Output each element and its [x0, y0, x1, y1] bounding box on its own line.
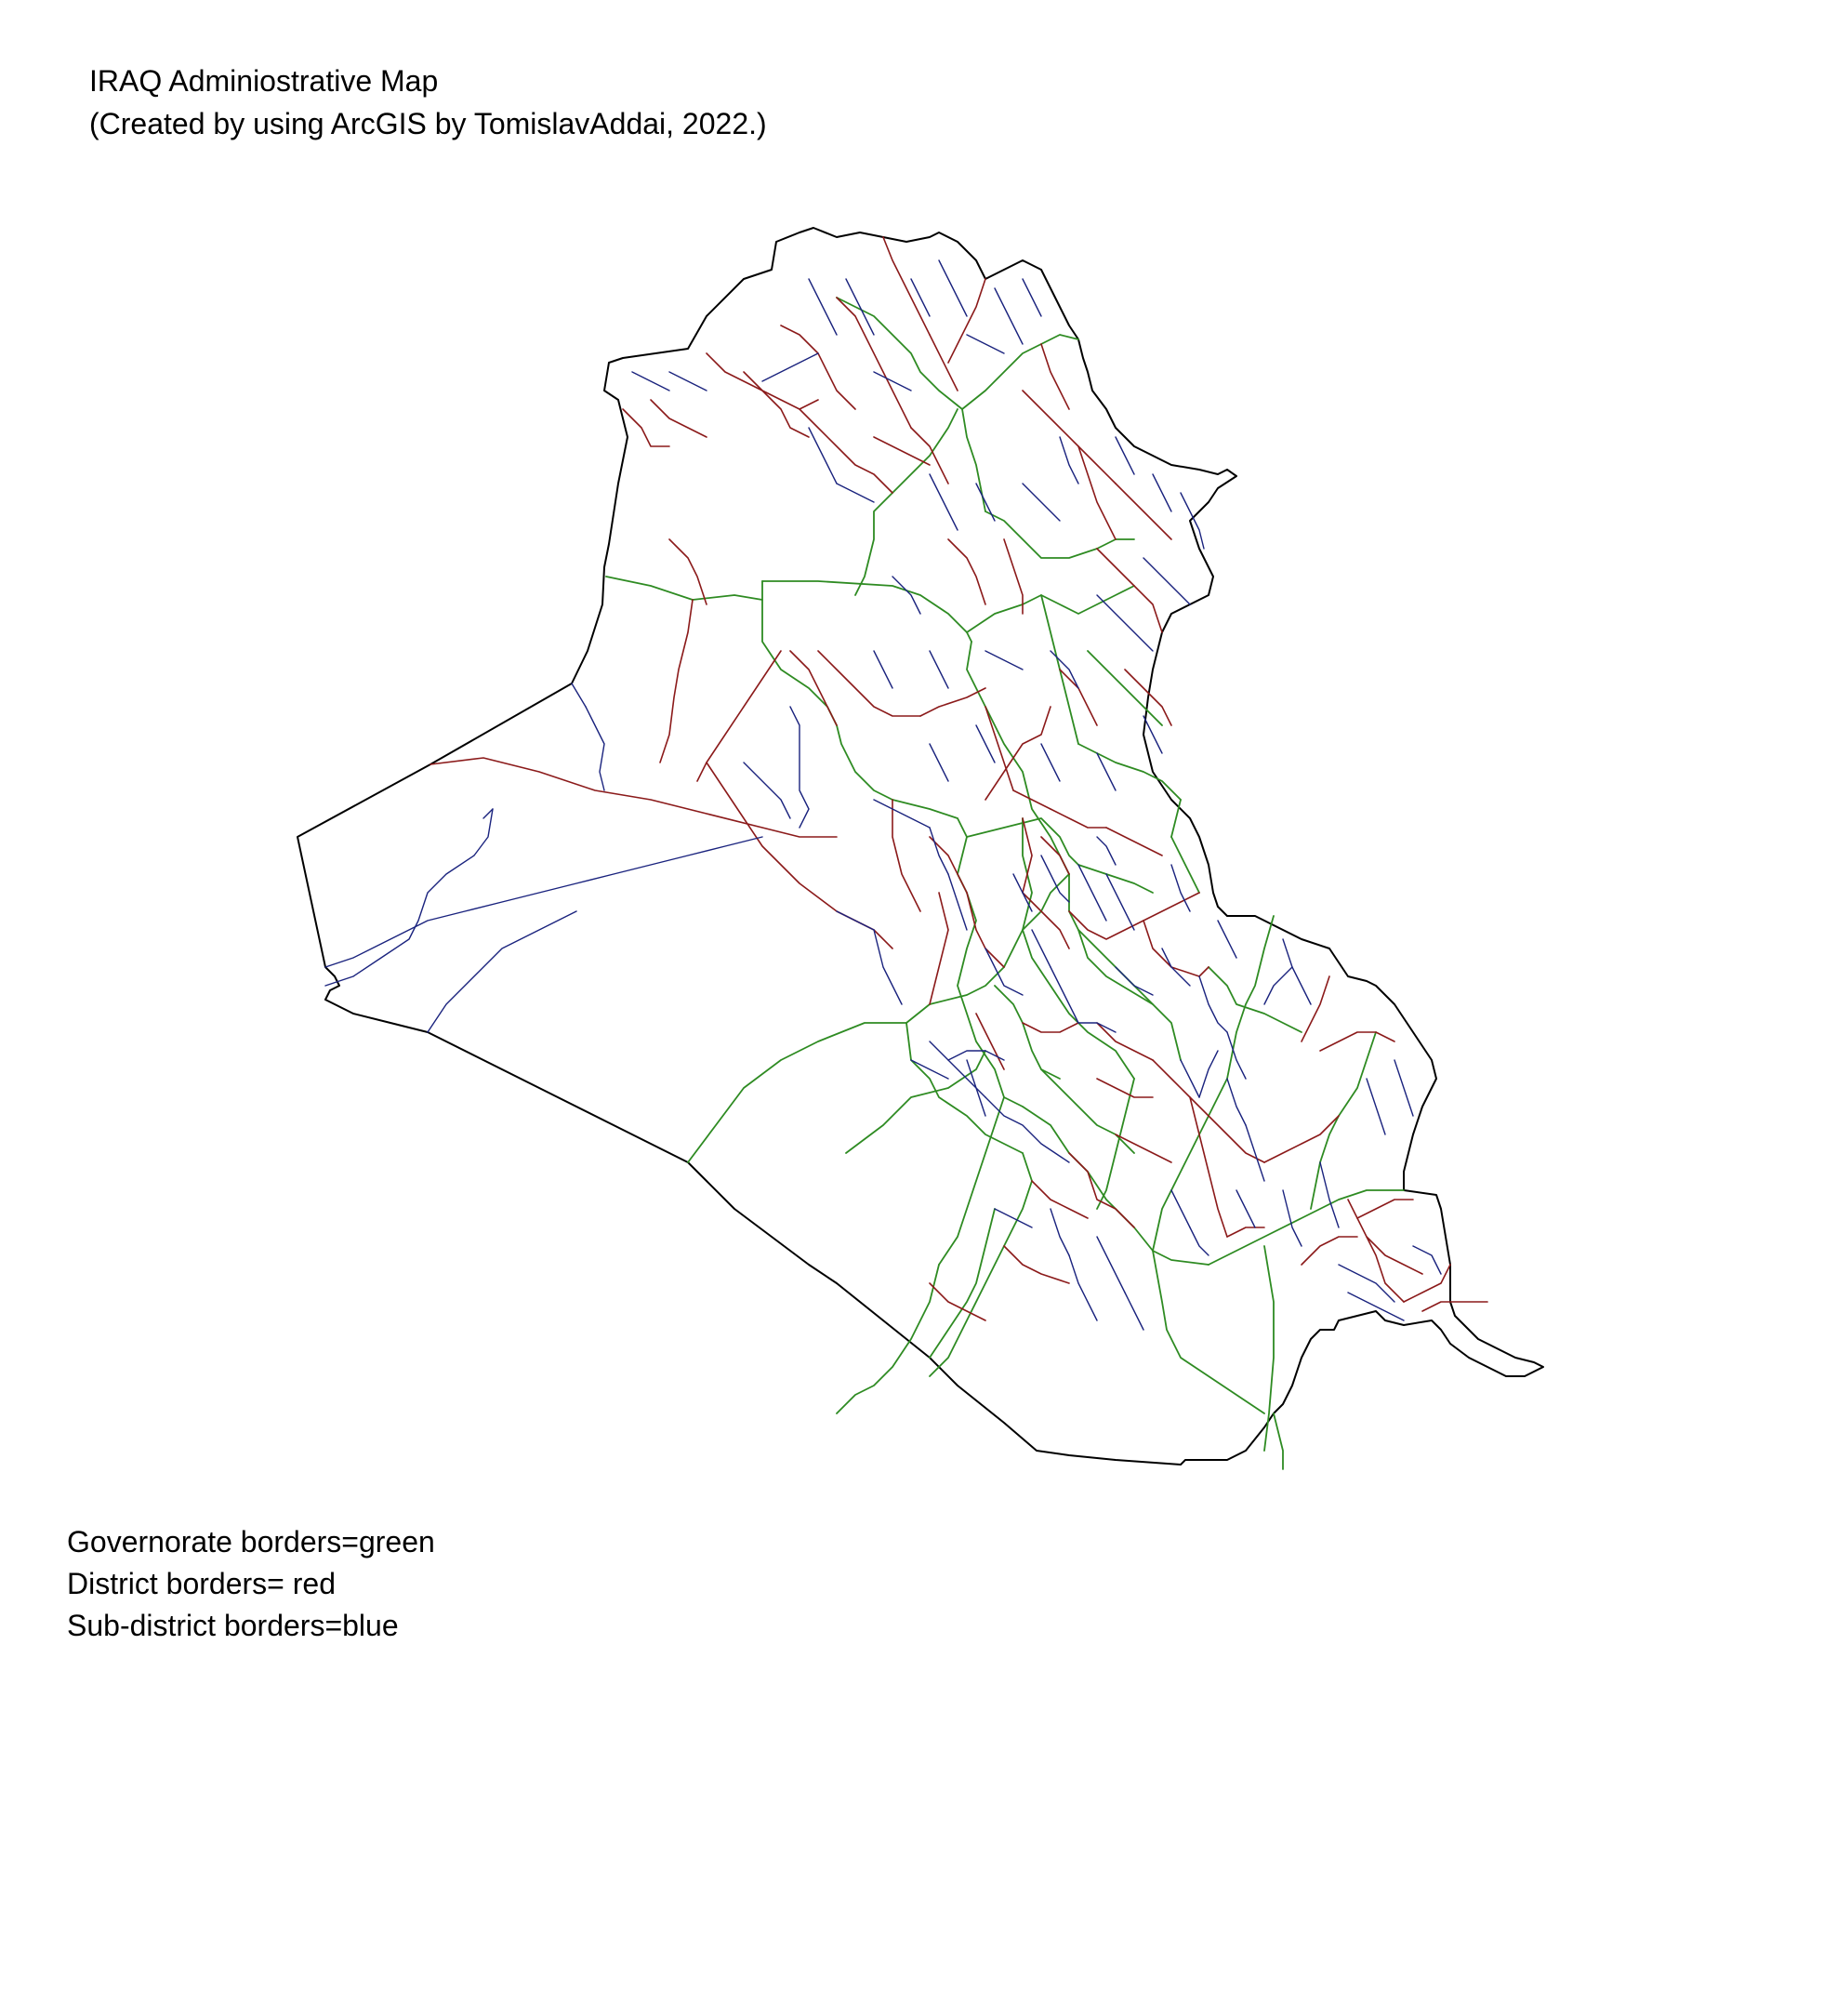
map-title-line-1: IRAQ Adminiostrative Map — [89, 64, 439, 98]
legend-subdistrict: Sub-district borders=blue — [67, 1609, 399, 1642]
legend-governorate: Governorate borders=green — [67, 1525, 435, 1558]
district-borders — [430, 237, 1487, 1320]
country-border — [297, 228, 1543, 1465]
governorate-borders — [606, 298, 1404, 1469]
legend-district: District borders= red — [67, 1567, 336, 1600]
map-legend — [67, 1521, 435, 1647]
map-title-line-2: (Created by using ArcGIS by TomislavAddai, 2022.) — [89, 107, 767, 140]
